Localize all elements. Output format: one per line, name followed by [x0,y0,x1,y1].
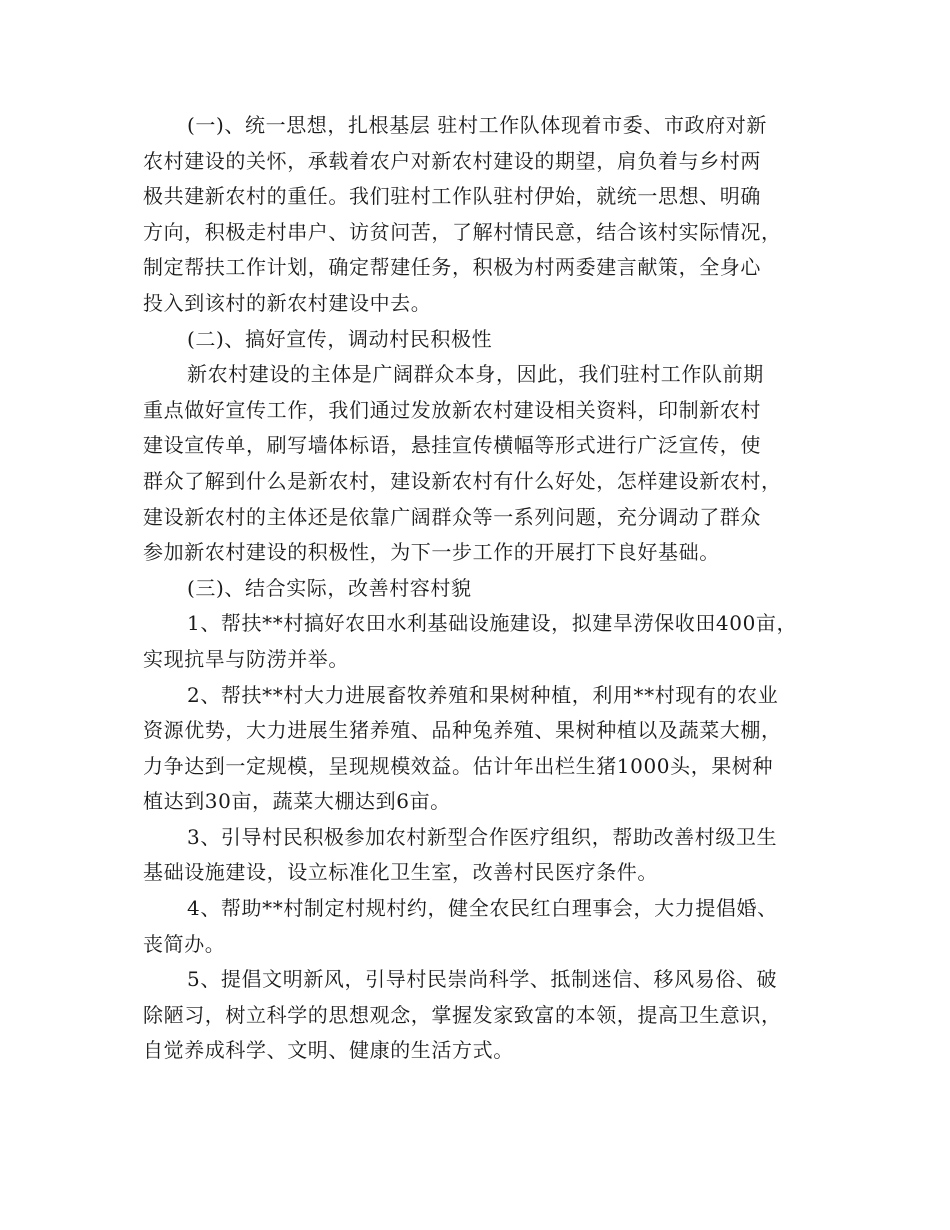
text-line: 力争达到一定规模，呈现规模效益。估计年出栏生猪1000头，果树种 [143,753,774,778]
text-line: 基础设施建设，设立标准化卫生室，改善村民医疗条件。 [143,860,658,885]
text-line: 方向，积极走村串户、访贫问苦，了解村情民意，结合该村实际情况， [143,219,782,244]
text-line: 投入到该村的新农村建设中去。 [143,290,432,315]
list-item: 3、引导村民积极参加农村新型合作医疗组织，帮助改善村级卫生 [187,824,778,849]
text-line: 丧简办。 [143,931,226,956]
text-line: (一)、统一思想，扎根基层 驻村工作队体现着市委、市政府对新 [187,113,767,137]
text-line: 群众了解到什么是新农村，建设新农村有什么好处，怎样建设新农村， [143,468,782,493]
text-line: 自觉养成科学、文明、健康的生活方式。 [143,1038,514,1063]
text-line: 制定帮扶工作计划，确定帮建任务，积极为村两委建言献策，全身心 [143,255,761,280]
list-item: 4、帮助**村制定村规村约，健全农民红白理事会，大力提倡婚、 [187,896,778,921]
text-line: 参加新农村建设的积极性，为下一步工作的开展打下良好基础。 [143,540,720,565]
text-line: 极共建新农村的重任。我们驻村工作队驻村伊始，就统一思想、明确 [143,184,761,209]
text-line: 农村建设的关怀，承载着农户对新农村建设的期望，肩负着与乡村两 [143,148,761,173]
text-line: 资源优势，大力进展生猪养殖、品种兔养殖、果树种植以及蔬菜大棚， [143,718,782,743]
list-item: 1、帮扶**村搞好农田水利基础设施建设，拟建旱涝保收田400亩， [187,611,798,636]
text-line: 除陋习，树立科学的思想观念，掌握发家致富的本领，提高卫生意识， [143,1002,782,1027]
section-heading: (三)、结合实际，改善村容村貌 [187,575,472,600]
document-body [143,108,823,1069]
list-item: 2、帮扶**村大力进展畜牧养殖和果树种植，利用**村现有的农业 [187,682,779,707]
text-line: 建设新农村的主体还是依靠广阔群众等一系列问题，充分调动了群众 [143,504,761,529]
list-item: 5、提倡文明新风，引导村民崇尚科学、抵制迷信、移风易俗、破 [187,967,778,992]
text-line: 重点做好宣传工作，我们通过发放新农村建设相关资料，印制新农村 [143,397,761,422]
text-line: 植达到30亩，蔬菜大棚达到6亩。 [143,789,451,814]
text-line: 新农村建设的主体是广阔群众本身，因此，我们驻村工作队前期 [187,362,764,387]
section-heading: (二)、搞好宣传，调动村民积极性 [187,326,493,351]
text-line: 实现抗旱与防涝并举。 [143,646,349,671]
text-line: 建设宣传单，刷写墙体标语，悬挂宣传横幅等形式进行广泛宣传，使 [143,433,761,458]
